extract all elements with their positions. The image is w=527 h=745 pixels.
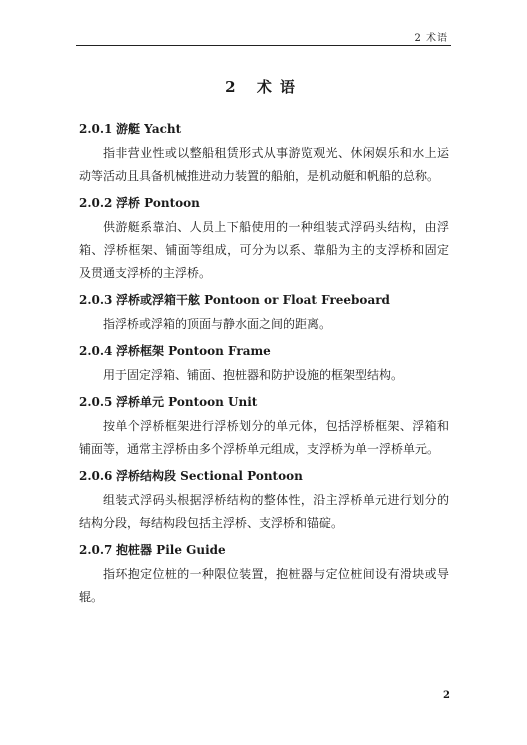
term-definition: 组装式浮码头根据浮桥结构的整体性，沿主浮桥单元进行划分的结构分段，每结构段包括主浮桥、支浮桥和锚碇。 <box>79 493 449 530</box>
term-heading <box>79 194 449 212</box>
term-definition: 用于固定浮箱、铺面、抱桩器和防护设施的框架型结构。 <box>103 368 404 382</box>
term-heading <box>79 120 449 138</box>
term-definition: 指浮桥或浮箱的顶面与静水面之间的距离。 <box>103 317 332 331</box>
term-number: 2.0.1 <box>79 122 113 136</box>
term-number: 2.0.6 <box>79 469 113 483</box>
term-heading <box>79 291 449 309</box>
term-entry <box>79 120 449 188</box>
term-number: 2.0.4 <box>79 344 113 358</box>
term-definition: 按单个浮桥框架进行浮桥划分的单元体，包括浮桥框架、浮箱和铺面等，通常主浮桥由多个浮桥单元组成，支浮桥为单一浮桥单元。 <box>79 419 449 456</box>
header-rule <box>76 45 451 46</box>
term-entry <box>79 393 449 461</box>
term-definition: 指环抱定位桩的一种限位装置，抱桩器与定位桩间设有滑块或导辊。 <box>79 567 449 604</box>
term-heading <box>79 393 449 411</box>
term-name: 浮桥或浮箱干舷 Pontoon or Float Freeboard <box>116 293 390 307</box>
term-heading <box>79 342 449 360</box>
chapter-title: 2 术语 <box>225 78 303 96</box>
term-entry <box>79 194 449 285</box>
term-heading <box>79 467 449 485</box>
running-header: 2 术语 <box>414 33 448 44</box>
term-name: 抱桩器 Pile Guide <box>116 543 226 557</box>
term-name: 浮桥单元 Pontoon Unit <box>116 395 258 409</box>
term-name: 浮桥结构段 Sectional Pontoon <box>116 469 303 483</box>
page-number: 2 <box>443 690 450 701</box>
term-name: 浮桥 Pontoon <box>116 196 200 210</box>
term-heading <box>79 541 449 559</box>
term-number: 2.0.7 <box>79 543 113 557</box>
term-entry <box>79 291 449 336</box>
term-entry <box>79 467 449 535</box>
term-entry <box>79 541 449 609</box>
page-content <box>79 76 449 615</box>
term-entry <box>79 342 449 387</box>
term-number: 2.0.2 <box>79 196 113 210</box>
term-number: 2.0.3 <box>79 293 113 307</box>
term-number: 2.0.5 <box>79 395 113 409</box>
term-name: 游艇 Yacht <box>116 122 182 136</box>
term-name: 浮桥框架 Pontoon Frame <box>116 344 271 358</box>
term-definition: 指非营业性或以整船租赁形式从事游览观光、休闲娱乐和水上运动等活动且具备机械推进动力装置的船舶，是机动艇和帆船的总称。 <box>79 146 449 183</box>
term-definition: 供游艇系靠泊、人员上下船使用的一种组装式浮码头结构，由浮箱、浮桥框架、铺面等组成，可分为以系、靠船为主的支浮桥和固定及贯通支浮桥的主浮桥。 <box>79 220 449 280</box>
